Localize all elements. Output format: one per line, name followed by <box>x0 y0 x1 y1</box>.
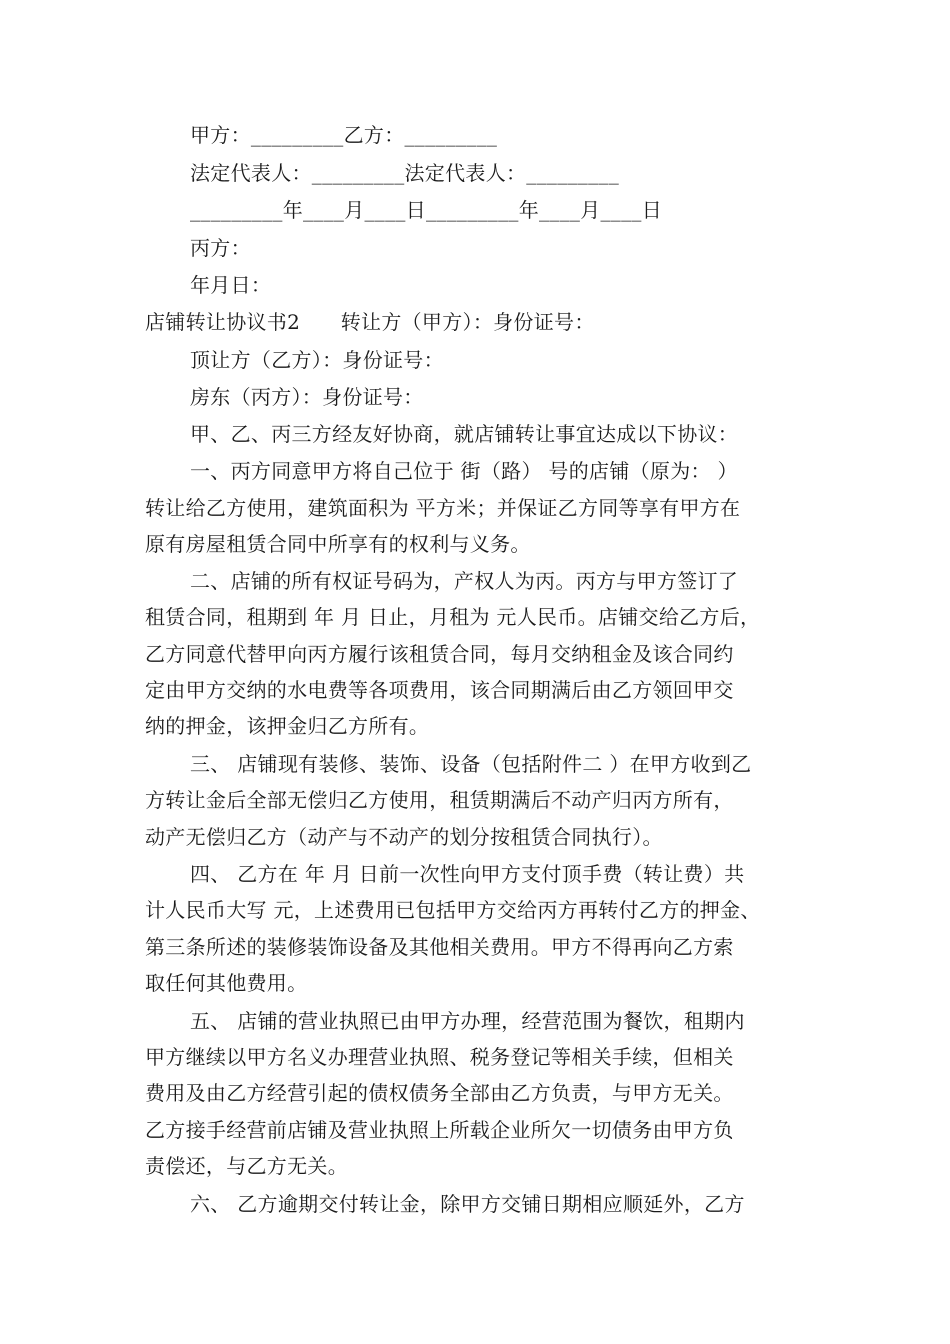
assignee-line: 顶让方（乙方）：身份证号： <box>190 348 444 372</box>
clause1-line: 原有房屋租赁合同中所享有的权利与义务。 <box>145 532 531 556</box>
signature-representatives-line: 法定代表人：_________法定代表人：_________ <box>190 161 619 185</box>
clause5-line: 甲方继续以甲方名义办理营业执照、税务登记等相关手续，但相关 <box>145 1045 734 1069</box>
clause6-line: 六、 乙方逾期交付转让金，除甲方交铺日期相应顺延外，乙方 <box>190 1192 745 1216</box>
clause2-line: 二、店铺的所有权证号码为，产权人为丙。丙方与甲方签订了 <box>190 569 739 593</box>
clause2-line: 乙方同意代替甲向丙方履行该租赁合同，每月交纳租金及该合同约 <box>145 642 734 666</box>
clause2-line: 纳的押金，该押金归乙方所有。 <box>145 714 430 738</box>
clause4-line: 计人民币大写 元，上述费用已包括甲方交给丙方再转付乙方的押金、 <box>145 898 761 922</box>
landlord-line: 房东（丙方）：身份证号： <box>190 385 424 409</box>
clause3-line: 动产无偿归乙方（动产与不动产的划分按租赁合同执行）。 <box>145 825 663 849</box>
clause3-line: 三、 店铺现有装修、装饰、设备（包括附件二 ）在甲方收到乙 <box>190 752 752 776</box>
agreement-title-line: 店铺转让协议书2 转让方（甲方）：身份证号： <box>145 310 595 334</box>
clause2-line: 定由甲方交纳的水电费等各项费用，该合同期满后由乙方领回甲交 <box>145 678 734 702</box>
signature-dates-line: _________年____月____日_________年____月____日 <box>190 198 662 222</box>
clause4-line: 第三条所述的装修装饰设备及其他相关费用。甲方不得再向乙方索 <box>145 935 734 959</box>
clause5-line: 五、 店铺的营业执照已由甲方办理，经营范围为餐饮，租期内 <box>190 1009 745 1033</box>
signature-parties-line: 甲方：_________乙方：_________ <box>190 123 498 147</box>
intro-paragraph: 甲、乙、丙三方经友好协商，就店铺转让事宜达成以下协议： <box>190 422 739 446</box>
clause2-line: 租赁合同，租期到 年 月 日止，月租为 元人民币。店铺交给乙方后， <box>145 605 761 629</box>
clause4-line: 取任何其他费用。 <box>145 971 308 995</box>
clause1-line: 一、丙方同意甲方将自己位于 街（路） 号的店铺（原为： ） <box>190 459 738 483</box>
clause4-line: 四、 乙方在 年 月 日前一次性向甲方支付顶手费（转让费）共 <box>190 862 745 886</box>
clause1-line: 转让给乙方使用，建筑面积为 平方米；并保证乙方同等享有甲方在 <box>145 496 741 520</box>
signature-party-c: 丙方： <box>190 236 251 260</box>
clause5-line: 责偿还，与乙方无关。 <box>145 1154 348 1178</box>
signature-date-line: 年月日： <box>190 273 272 297</box>
clause5-line: 费用及由乙方经营引起的债权债务全部由乙方负责，与甲方无关。 <box>145 1081 734 1105</box>
clause5-line: 乙方接手经营前店铺及营业执照上所载企业所欠一切债务由甲方负 <box>145 1118 734 1142</box>
clause3-line: 方转让金后全部无偿归乙方使用，租赁期满后不动产归丙方所有， <box>145 788 734 812</box>
